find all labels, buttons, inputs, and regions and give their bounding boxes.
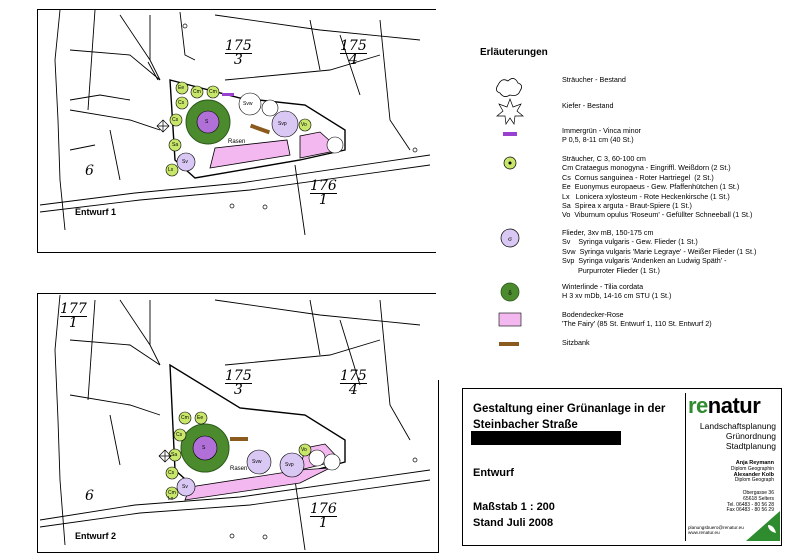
legend-text: Sitzbank (562, 338, 590, 347)
plan-1-label-sv: Sv (182, 159, 188, 165)
firm-line: Landschaftsplanung (699, 421, 776, 431)
plot-subnumber: 3 (225, 383, 252, 397)
plot-number: 175 (225, 38, 252, 54)
plan-2-plot-175-3 (225, 370, 252, 397)
plan-2-label-lx: Lx (168, 496, 174, 502)
plan-1-plot-175-3 (225, 40, 252, 67)
plot-subnumber: 1 (60, 316, 87, 330)
plan-1-label: Entwurf 1 (75, 207, 117, 217)
shrub-new-icon (470, 154, 548, 184)
firm-line: Stadtplanung (725, 441, 776, 451)
plot-number: 176 (310, 178, 337, 194)
logo-re: re (688, 393, 708, 418)
plan-1-label-lx: Lx (168, 167, 174, 173)
linden-icon (470, 282, 548, 312)
plan-2-label-svp: Svp (285, 462, 294, 468)
legend-text: Sträucher - Bestand (562, 75, 626, 84)
plan-1-plot-6 (85, 165, 94, 178)
legend-title: Erläuterungen (480, 47, 548, 58)
website-link[interactable]: www.renatur.eu (688, 530, 720, 536)
plot-number: 176 (310, 501, 337, 517)
plan-1-label-svw: Svw (243, 101, 253, 107)
project-title: Gestaltung einer Grünanlage in der Steinbacher Straße (473, 403, 666, 431)
redacted-bar (471, 431, 621, 445)
bench-icon (470, 338, 548, 368)
plan-2-label-cs: Cs (176, 432, 183, 438)
plot-number: 6 (85, 163, 94, 179)
plot-subnumber: 1 (310, 516, 337, 530)
plot-number: 177 (60, 301, 87, 317)
plan-2-label-cs-2: Cs (168, 470, 175, 476)
plan-2-label-vo: Vo (301, 447, 307, 453)
address-line: Fax 06483 - 80 56 29 (726, 507, 774, 514)
plot-subnumber: 1 (310, 193, 337, 207)
address-line: 65618 Selters (743, 495, 774, 502)
plan-1-label-vo: Vo (301, 122, 307, 128)
scale-label: Maßstab 1 : 200 (473, 501, 555, 513)
legend-text: Sträucher, C 3, 60-100 cm Cm Crataegus monogyna - Eingriffl. Weißdorn (2 St.) Cs Cornus sanguinea - Roter Hartriegel (2 St.) Ee Euonymus europaeus - Gew. Pfaffenhütchen (1 St.) Lx Lonicera xylosteum - Rote Heckenkirsche (1 St.) Sa Spirea x arguta - Braut-Spiere (1 St.) Vo Viburnum opulus 'Roseum' - Gefüllter Schneeball (1 St.) (562, 154, 753, 220)
plan-1-label-ee: Ee (178, 85, 185, 91)
plan-1-label-cs: Cs (178, 100, 185, 106)
person-name: Alexander Kolb (733, 471, 774, 478)
plan-1-label-cs-2: Cs (172, 117, 179, 123)
address-line: Obergasse 36 (742, 490, 774, 496)
address-line: Tel. 06483 - 80 56 28 (727, 501, 774, 508)
person-title: Diplom Geographin (730, 465, 774, 472)
firm-contact (688, 525, 744, 536)
person-title: Diplom Geograph (734, 477, 774, 484)
legend-text: Winterlinde - Tilia cordata H 3 xv mDb, 14-16 cm STU (1 St.) (562, 282, 672, 301)
plan-1-label-cm-2: Cm (209, 89, 217, 95)
legend-text: Immergrün - Vinca minor P 0,5, 8-11 cm (40 St.) (562, 126, 641, 145)
firm-line: Grünordnung (725, 431, 776, 441)
firm-panel (685, 393, 780, 541)
plan-2-label: Entwurf 2 (75, 531, 117, 541)
svg-text:δ: δ (508, 289, 512, 297)
plan-1-plot-175-4 (340, 40, 367, 67)
plan-2-label-ee: Ee (197, 415, 204, 421)
plot-number: 175 (225, 368, 252, 384)
plot-subnumber: 4 (340, 383, 367, 397)
plan-2-label-cm-2: Cm (168, 490, 176, 496)
firm-services (700, 421, 776, 451)
plan-2-label-svw: Svw (252, 459, 262, 465)
plan-1-label-cm: Cm (193, 89, 201, 95)
pine-existing-icon (470, 96, 548, 126)
plot-number: 6 (85, 488, 94, 504)
svg-text:σ: σ (508, 235, 512, 243)
plan-1-label-svp: Svp (278, 121, 287, 127)
plan-2-label-s: S (202, 445, 206, 451)
plan-2-lawn-label: Rasen (230, 466, 248, 472)
periwinkle-icon (470, 126, 548, 156)
plan-2-label-cm: Cm (181, 415, 189, 421)
rose-icon (470, 310, 548, 340)
plot-subnumber: 3 (225, 53, 252, 67)
date-label: Stand Juli 2008 (473, 517, 554, 529)
renatur-logo (688, 393, 760, 419)
plan-2-label-sa: Sa (171, 452, 178, 458)
legend-text: Flieder, 3xv mB, 150-175 cm Sv Syringa vulgaris - Gew. Flieder (1 St.) Svw Syringa vulgaris 'Marie Legraye' - Weißer Flieder (1 St.) Svp Syringa vulgaris 'Andenken an Ludwig Späth' - Purpurroter Flieder (1 St.) (562, 228, 757, 275)
plan-2-plot-175-4 (340, 370, 367, 397)
draft-label: Entwurf (473, 467, 514, 479)
person-name: Anja Reymann (735, 460, 774, 466)
plot-subnumber: 4 (340, 53, 367, 67)
plot-number: 175 (340, 38, 367, 54)
firm-people (731, 461, 774, 484)
plan-2-label-sv: Sv (182, 484, 188, 490)
title-block (462, 388, 782, 546)
legend-text: Kiefer - Bestand (562, 101, 614, 110)
logo-triangle-icon (746, 511, 780, 541)
plan-1-plot-176-1 (310, 180, 337, 207)
legend-text: Bodendecker-Rose 'The Fairy' (85 St. Entwurf 1, 110 St. Entwurf 2) (562, 310, 712, 329)
logo-natur: natur (707, 393, 761, 418)
plan-2-plot-177-1 (60, 303, 87, 330)
plot-number: 175 (340, 368, 367, 384)
plan-1-lawn-label: Rasen (228, 139, 246, 145)
email-link[interactable]: planungsbuero@renatur.eu (688, 525, 744, 530)
plan-1-label-sa: Sa (172, 142, 179, 148)
plan-2-plot-6 (85, 490, 94, 503)
plan-2-plot-176-1 (310, 503, 337, 530)
lilac-icon (470, 228, 548, 258)
plan-1-label-s: S (205, 119, 209, 125)
